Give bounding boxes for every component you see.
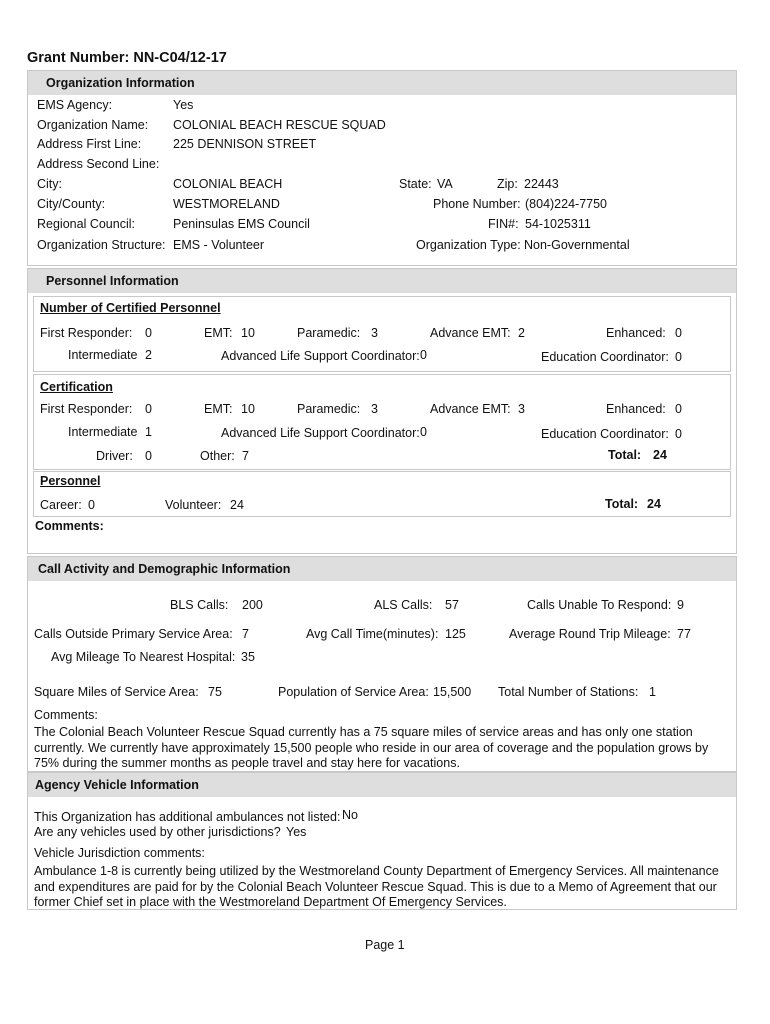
certified-personnel-title: Number of Certified Personnel — [40, 301, 221, 315]
population-label: Population of Service Area: — [278, 685, 429, 699]
unable-label: Calls Unable To Respond: — [527, 598, 672, 612]
cert-als-coord-value: 0 — [420, 348, 427, 362]
cert-paramedic-label: Paramedic: — [297, 326, 361, 340]
certn-advance-emt-value: 3 — [518, 402, 525, 416]
fin-label: FIN#: — [488, 217, 519, 231]
cert-first-responder-label: First Responder: — [40, 326, 133, 340]
staff-total-label: Total: — [605, 497, 639, 511]
grant-number-title: Grant Number: NN-C04/12-17 — [27, 50, 227, 66]
sq-miles-value: 75 — [208, 685, 222, 699]
career-value: 0 — [88, 498, 95, 512]
certn-emt-label: EMT: — [204, 402, 233, 416]
cert-advance-emt-label: Advance EMT: — [430, 326, 511, 340]
certn-driver-label: Driver: — [96, 449, 133, 463]
population-value: 15,500 — [433, 685, 472, 699]
hospital-label: Avg Mileage To Nearest Hospital: — [51, 650, 236, 664]
other-jurisdictions-value: Yes — [286, 825, 307, 839]
jurisdiction-comments-text: Ambulance 1-8 is currently being utilized by the Westmoreland County Department of Emergency Services. All maintenance and expenditures are paid for by the Colonial Beach Volunteer Rescue Squad. This is due to a Memo of Agreement that our former Chief set in place with the Westmoreland Department Of Emergency Services. — [34, 864, 719, 909]
cert-enhanced-value: 0 — [675, 326, 682, 340]
organization-header — [28, 71, 736, 95]
address2-label: Address Second Line: — [37, 157, 160, 171]
zip-label: Zip: — [497, 177, 518, 191]
certn-other-value: 7 — [242, 449, 249, 463]
als-calls-label: ALS Calls: — [374, 598, 433, 612]
other-jurisdictions-label: Are any vehicles used by other jurisdictions? — [34, 825, 281, 839]
zip-value: 22443 — [524, 177, 559, 191]
certn-total-value: 24 — [653, 448, 667, 462]
city-label: City: — [37, 177, 62, 191]
state-value: VA — [437, 177, 453, 191]
phone-value: (804)224-7750 — [525, 197, 608, 211]
phone-label: Phone Number: — [433, 197, 521, 211]
personnel-title: Personnel — [40, 474, 101, 488]
county-label: City/County: — [37, 197, 106, 211]
certn-advance-emt-label: Advance EMT: — [430, 402, 511, 416]
certn-edu-coord-value: 0 — [675, 427, 682, 441]
cert-emt-label: EMT: — [204, 326, 233, 340]
staff-total-value: 24 — [647, 497, 661, 511]
state-label: State: — [399, 177, 432, 191]
council-label: Regional Council: — [37, 217, 135, 231]
hospital-value: 35 — [241, 650, 255, 664]
cert-emt-value: 10 — [241, 326, 255, 340]
org-type-value: Non-Governmental — [524, 238, 630, 252]
certn-paramedic-label: Paramedic: — [297, 402, 361, 416]
outside-value: 7 — [242, 627, 249, 641]
address1-value: 225 DENNISON STREET — [173, 137, 317, 151]
cert-intermediate-value: 2 — [145, 348, 152, 362]
cert-first-responder-value: 0 — [145, 326, 152, 340]
cert-paramedic-value: 3 — [371, 326, 378, 340]
outside-label: Calls Outside Primary Service Area: — [34, 627, 233, 641]
certn-edu-coord-label: Education Coordinator: — [541, 427, 669, 441]
certification-title: Certification — [40, 380, 113, 394]
certn-intermediate-label: Intermediate — [68, 425, 138, 439]
personnel-comments-label: Comments: — [35, 519, 104, 533]
city-value: COLONIAL BEACH — [173, 177, 283, 191]
vehicle-header-label: Agency Vehicle Information — [35, 778, 199, 792]
stations-value: 1 — [649, 685, 656, 699]
volunteer-value: 24 — [230, 498, 244, 512]
additional-ambulances-value: No — [342, 808, 358, 822]
certn-enhanced-label: Enhanced: — [606, 402, 666, 416]
avg-time-label: Avg Call Time(minutes): — [306, 627, 439, 641]
cert-enhanced-label: Enhanced: — [606, 326, 666, 340]
org-name-label: Organization Name: — [37, 118, 149, 132]
structure-value: EMS - Volunteer — [173, 238, 265, 252]
cert-advance-emt-value: 2 — [518, 326, 525, 340]
vehicle-header — [28, 773, 736, 797]
org-name-value: COLONIAL BEACH RESCUE SQUAD — [173, 118, 386, 132]
round-trip-label: Average Round Trip Mileage: — [509, 627, 671, 641]
personnel-header-label: Personnel Information — [46, 274, 179, 288]
cert-intermediate-label: Intermediate — [68, 348, 138, 362]
certn-emt-value: 10 — [241, 402, 255, 416]
certn-driver-value: 0 — [145, 449, 152, 463]
county-value: WESTMORELAND — [173, 197, 280, 211]
calls-comments-label: Comments: — [34, 708, 98, 722]
page-number: Page 1 — [365, 938, 405, 952]
structure-label: Organization Structure: — [37, 238, 166, 252]
address1-label: Address First Line: — [37, 137, 142, 151]
call-activity-header-label: Call Activity and Demographic Information — [38, 562, 291, 576]
certn-first-responder-value: 0 — [145, 402, 152, 416]
cert-edu-coord-value: 0 — [675, 350, 682, 364]
avg-time-value: 125 — [445, 627, 466, 641]
certn-paramedic-value: 3 — [371, 402, 378, 416]
certn-als-coord-label: Advanced Life Support Coordinator: — [221, 426, 420, 440]
call-activity-header — [28, 557, 736, 581]
jurisdiction-comments-label: Vehicle Jurisdiction comments: — [34, 846, 205, 860]
additional-ambulances-label: This Organization has additional ambulances not listed: — [34, 810, 341, 824]
als-calls-value: 57 — [445, 598, 459, 612]
cert-edu-coord-label: Education Coordinator: — [541, 350, 669, 364]
unable-value: 9 — [677, 598, 684, 612]
org-type-label: Organization Type: — [416, 238, 521, 252]
certn-other-label: Other: — [200, 449, 235, 463]
ems-agency-value: Yes — [173, 98, 194, 112]
certn-intermediate-value: 1 — [145, 425, 152, 439]
council-value: Peninsulas EMS Council — [173, 217, 310, 231]
ems-agency-label: EMS Agency: — [37, 98, 113, 112]
stations-label: Total Number of Stations: — [498, 685, 639, 699]
organization-header-label: Organization Information — [46, 76, 195, 90]
sq-miles-label: Square Miles of Service Area: — [34, 685, 199, 699]
round-trip-value: 77 — [677, 627, 691, 641]
certn-als-coord-value: 0 — [420, 425, 427, 439]
certn-enhanced-value: 0 — [675, 402, 682, 416]
bls-calls-label: BLS Calls: — [170, 598, 229, 612]
career-label: Career: — [40, 498, 82, 512]
certn-total-label: Total: — [608, 448, 642, 462]
calls-comments-text: The Colonial Beach Volunteer Rescue Squad currently has a 75 square miles of service areas and has only one station currently. We currently have approximately 15,500 people who reside in our area of coverage and the population grows by 75% during the summer months as people travel and stay here for vacations. — [34, 725, 709, 770]
bls-calls-value: 200 — [242, 598, 263, 612]
certn-first-responder-label: First Responder: — [40, 402, 133, 416]
fin-value: 54-1025311 — [525, 217, 591, 231]
cert-als-coord-label: Advanced Life Support Coordinator: — [221, 349, 420, 363]
volunteer-label: Volunteer: — [165, 498, 222, 512]
personnel-header — [28, 269, 736, 293]
